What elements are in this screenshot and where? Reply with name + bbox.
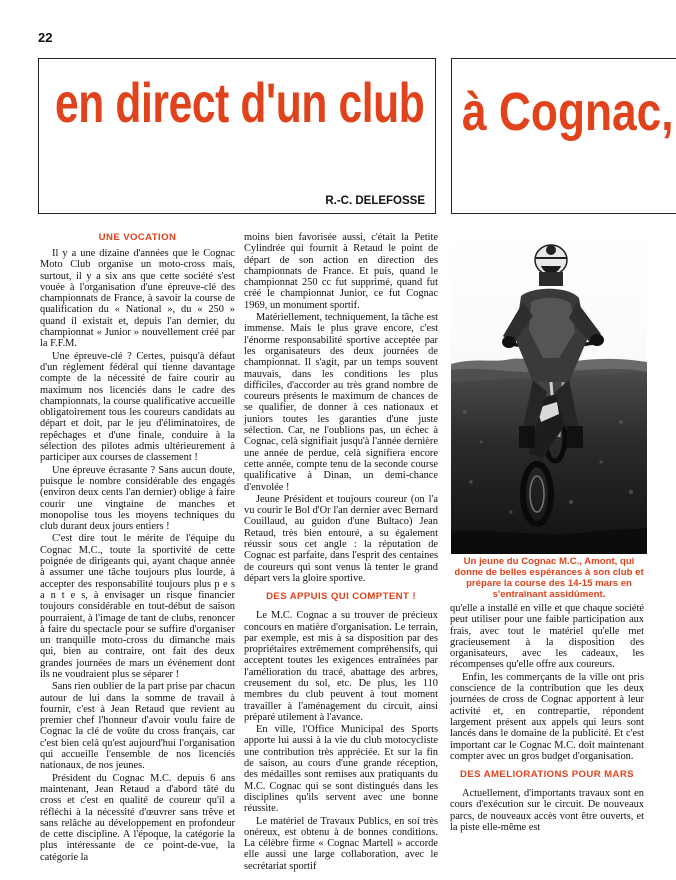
paragraph: moins bien favorisée aussi, c'était la Petite Cylindrée qui fournit à Retaud le point de départ de son action en direction des championnats de France. Et puis, quand le championnat 250 cc fut supprimé, quand fut créé le championnat Junior, ce fut Cognac 1969, un monument sportif.	[244, 232, 438, 311]
paragraph: Une épreuve écrasante ? Sans aucun doute, puisque le nombre considérable des engagés (environ deux cents l'an dernier) oblige à faire courir une vingtaine de manches et monopolise tous les moyens techniques du club durant deux jours entiers !	[40, 464, 235, 533]
motocross-photo	[451, 232, 647, 554]
photo-caption: Un jeune du Cognac M.C., Amont, qui donne de belles espérances à son club et prépare la course des 14-15 mars en s'entraînant assidûment.	[454, 556, 644, 600]
paragraph: qu'elle a installé en ville et que chaque société peut utiliser pour une faible participation aux frais, avec tout le matériel qu'elle met gracieusement à la disposition des organisateurs, avec les cadeaux, les récompenses qu'elle offre aux coureurs.	[450, 603, 644, 671]
article-column-3	[450, 603, 644, 834]
article-column-1	[40, 232, 235, 864]
headline-continuation-box	[451, 58, 676, 214]
headline-box	[38, 58, 436, 214]
page-number: 22	[38, 30, 53, 45]
paragraph: En ville, l'Office Municipal des Sports apporte lui aussi à la vie du club motocycliste une contribution très appréciée. Et sur la fin de saison, au cours d'une grande réception, des médailles sont remises aux pratiquants du M.C. Cognac qui se sont distingués dans les disciplines qu'ils servent avec une bonne réussite.	[244, 724, 438, 815]
paragraph: Président du Cognac M.C. depuis 6 ans maintenant, Jean Retaud a d'abord tâté du cross et c'est en qualité de coureur qu'il a réfléchi à la nécessité d'œuvrer sans trêve et sans relâche au développement en profondeur de cette discipline. A l'époque, la catégorie la plus intéressante de ce point-de-vue, la catégorie la	[40, 772, 235, 863]
paragraph: Actuellement, d'importants travaux sont en cours d'exécution sur le circuit. De nouveaux parcs, de nouveaux accès vont être ouverts, et la piste elle-même est	[450, 788, 644, 834]
paragraph: Jeune Président et toujours coureur (on l'a vu courir le Bol d'Or l'an dernier avec Bernard Couillaud, au guidon d'une Bultaco) Jean Retaud, très bien entouré, a su également réussir sous cet angle : la réputation de Cognac est parfaite, dans l'esprit des centaines de coureurs qui sont venus là tenter le grand départ vers la gloire sportive.	[244, 493, 438, 584]
paragraph: Une épreuve-clé ? Certes, puisqu'à défaut d'un règlement fédéral qui tienne davantage compte de la nécessité de faire courir au maximum nos licenciés dans le cadre des championnats, la course qualificative accueille obligatoirement tous les coureurs candidats au départ et doit, par le jeu d'éliminatoires, de repêchages et d'une finale, conduire à la sélection des pilotes admis ultérieurement à participer aux courses de classement !	[40, 350, 235, 464]
section-title-appuis: DES APPUIS QUI COMPTENT !	[266, 591, 416, 603]
paragraph: Matériellement, techniquement, la tâche est immense. Mais le plus grave encore, c'est l'énorme responsabilité sportive acceptée par les organisateurs des deux journées de championnat. Il s'agit, par un temps souvent mauvais, dans les conditions les plus difficiles, d'accorder au très grand nombre de coureurs présents le maximum de chances de se qualifier, de donner à ces nationaux et juniors toutes les garanties d'une juste sélection. Car, ne l'oublions pas, un échec à Cognac, celà signifiait jusqu'à l'année dernière une année de perdue, celà signifiera encore cette année, compte tenu de la seconde course qualificative à Dinan, un demi-chance d'envolée !	[244, 312, 438, 493]
paragraph: Sans rien oublier de la part prise par chacun autour de lui dans la somme de travail à fournir, c'est à Jean Retaud que revient au premier chef l'honneur d'avoir voulu faire de Cognac la clé de voûte du cross français, car c'est bien celà qu'est aujourd'hui l'organisation qui accueille l'ensemble de nos licenciés nationaux, de nos jeunes.	[40, 681, 235, 772]
paragraph: C'est dire tout le mérite de l'équipe du Cognac M.C., toute la sportivité de cette poignée de dirigeants qui, ayant chaque année à assumer une tâche toujours plus lourde, à accepter des responsabilité toujours plus p e s a n t e s, à envisager un risque financier toujours considérable en tout-début de saison pourraient, à l'image de tant de clubs, renoncer à faire du spectacle pour se suffire d'organiser un tranquille moto-cross du dimanche mais qui, bien au contraire, ont fait des deux grandes journées de mars un événement dont ils ne voudraient plus se séparer !	[40, 533, 235, 680]
motocross-rider-image	[451, 232, 647, 554]
headline-continuation: à Cognac,	[462, 82, 674, 142]
headline: en direct d'un club	[55, 71, 425, 134]
section-title-ameliorations: DES AMELIORATIONS POUR MARS	[460, 769, 634, 781]
paragraph: Enfin, les commerçants de la ville ont pris conscience de la contribution que les deux journées de cross de Cognac apportent à leur activité et, en contrepartie, répondent largement présent aux appels qui leurs sont lancés dans le domaine de la publicité. Et c'est important car le Cognac M.C. doit maintenant compter avec un gros budget d'organisation.	[450, 671, 644, 762]
paragraph: Le M.C. Cognac a su trouver de précieux concours en matière d'organisation. Le terrain, par exemple, est mis à sa disposition par des propriétaires extrêmement compréhensifs, qui acceptent toutes les exigences entraînées par l'amélioration du tracé, abattage des arbres, creusement du sol, etc. De plus, les 110 membres du club peuvent à tout moment travailler à l'aménagement du circuit, ainsi préparé utilement à l'avance.	[244, 610, 438, 723]
article-column-2	[244, 232, 438, 873]
paragraph: Il y a une dizaine d'années que le Cognac Moto Club organise un moto-cross mais, surtout, il y a six ans que cette société s'est vouée à l'organisation d'une épreuve-clé des championnats de France, à savoir la course de qualification du « National », du « 250 » quand il existait et, depuis l'an dernier, du championnat « Junior » nouvellement créé par la F.F.M.	[40, 248, 235, 350]
section-title-vocation: UNE VOCATION	[98, 232, 177, 243]
author-byline: R.-C. DELEFOSSE	[325, 195, 425, 207]
paragraph: Le matériel de Travaux Publics, en soi très onéreux, est obtenu à de bonnes conditions. La célèbre firme « Cognac Martell » accorde elle aussi une large collaboration, avec le secrétariat sportif	[244, 815, 438, 872]
